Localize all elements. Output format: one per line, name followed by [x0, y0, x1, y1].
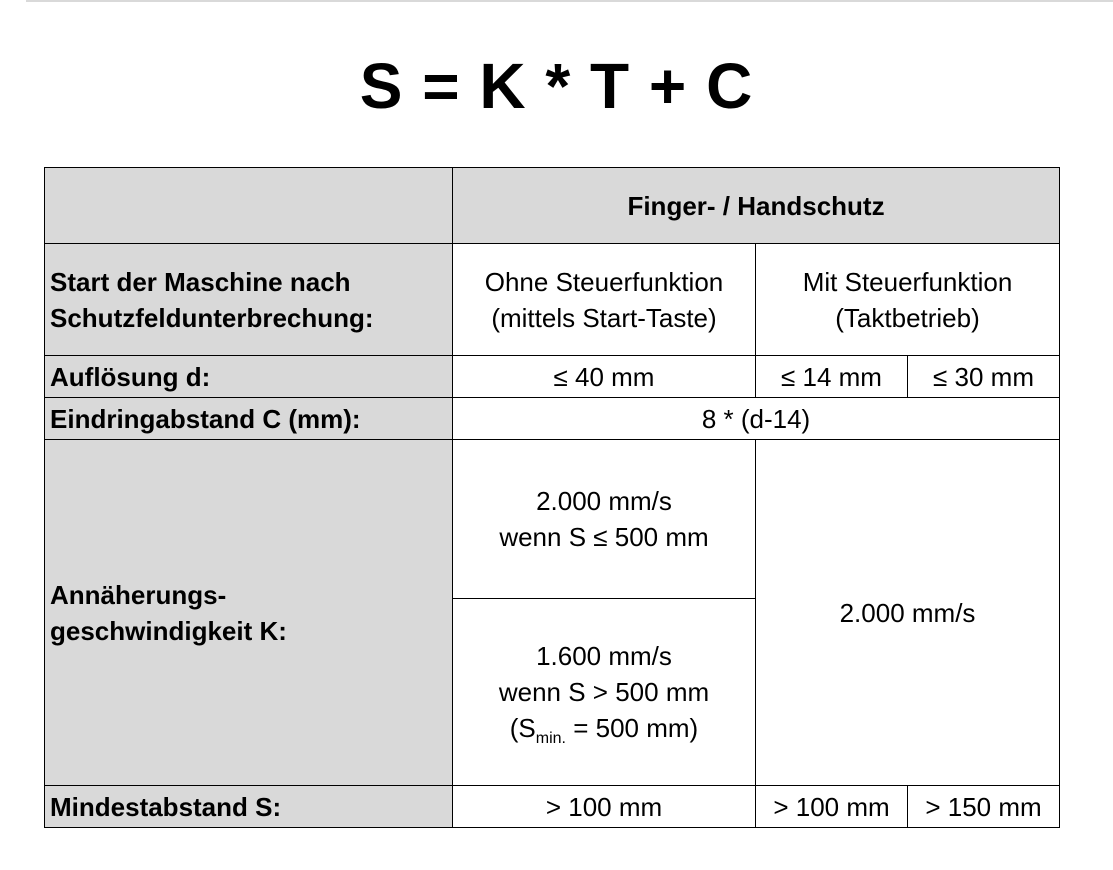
table-row-mindestabstand	[45, 786, 1060, 828]
cell-mindest-col1: > 100 mm	[453, 786, 756, 828]
formula-title: S = K * T + C	[359, 50, 754, 122]
label-eindringabstand: Eindringabstand C (mm):	[45, 398, 453, 440]
header-finger-handschutz: Finger- / Handschutz	[453, 168, 1060, 244]
safety-distance-table	[44, 167, 1060, 828]
k-upper-line1: 2.000 mm/s	[536, 486, 672, 516]
label-aufloesung: Auflösung d:	[45, 356, 453, 398]
cell-mindest-col2b: > 150 mm	[908, 786, 1060, 828]
mit-line1: Mit Steuerfunktion	[802, 266, 1013, 297]
label-annaeherung-line2: geschwindigkeit K:	[50, 615, 287, 646]
ohne-line1: Ohne Steuerfunktion	[484, 266, 724, 297]
s-min-prefix: (S	[509, 713, 536, 743]
table-row-aufloesung	[45, 356, 1060, 398]
cell-mindest-col2a: > 100 mm	[756, 786, 908, 828]
label-start-line1: Start der Maschine nach	[50, 266, 351, 297]
table-row-header	[45, 168, 1060, 244]
cell-eindringabstand-formula: 8 * (d-14)	[453, 398, 1060, 440]
ohne-line2: (mittels Start-Taste)	[491, 302, 717, 333]
mit-line2: (Taktbetrieb)	[835, 302, 980, 333]
cell-aufloesung-30: ≤ 30 mm	[908, 356, 1060, 398]
label-annaeherungsgeschwindigkeit	[45, 440, 453, 786]
header-empty-cell	[45, 168, 453, 244]
k-lower-line2: wenn S > 500 mm	[498, 677, 710, 707]
s-min-subscript: min.	[535, 730, 566, 748]
table-row-eindringabstand	[45, 398, 1060, 440]
label-mindestabstand: Mindestabstand S:	[45, 786, 453, 828]
cell-ohne-steuerfunktion	[453, 244, 756, 356]
s-min-suffix: = 500 mm)	[566, 713, 699, 743]
label-start-der-maschine	[45, 244, 453, 356]
cell-k-right: 2.000 mm/s	[756, 440, 1060, 786]
cell-aufloesung-40: ≤ 40 mm	[453, 356, 756, 398]
label-annaeherung-line1: Annäherungs-	[50, 579, 227, 610]
cell-k-lower	[453, 599, 756, 786]
label-start-line2: Schutzfeldunterbrechung:	[50, 302, 374, 333]
table-row-annaeherung-upper	[45, 440, 1060, 599]
k-upper-line2: wenn S ≤ 500 mm	[499, 522, 709, 552]
table-row-start	[45, 244, 1060, 356]
cell-aufloesung-14: ≤ 14 mm	[756, 356, 908, 398]
k-lower-line3	[453, 710, 755, 746]
top-divider	[26, 0, 1113, 2]
cell-k-upper	[453, 440, 756, 599]
k-lower-line1: 1.600 mm/s	[536, 641, 672, 671]
cell-mit-steuerfunktion	[756, 244, 1060, 356]
